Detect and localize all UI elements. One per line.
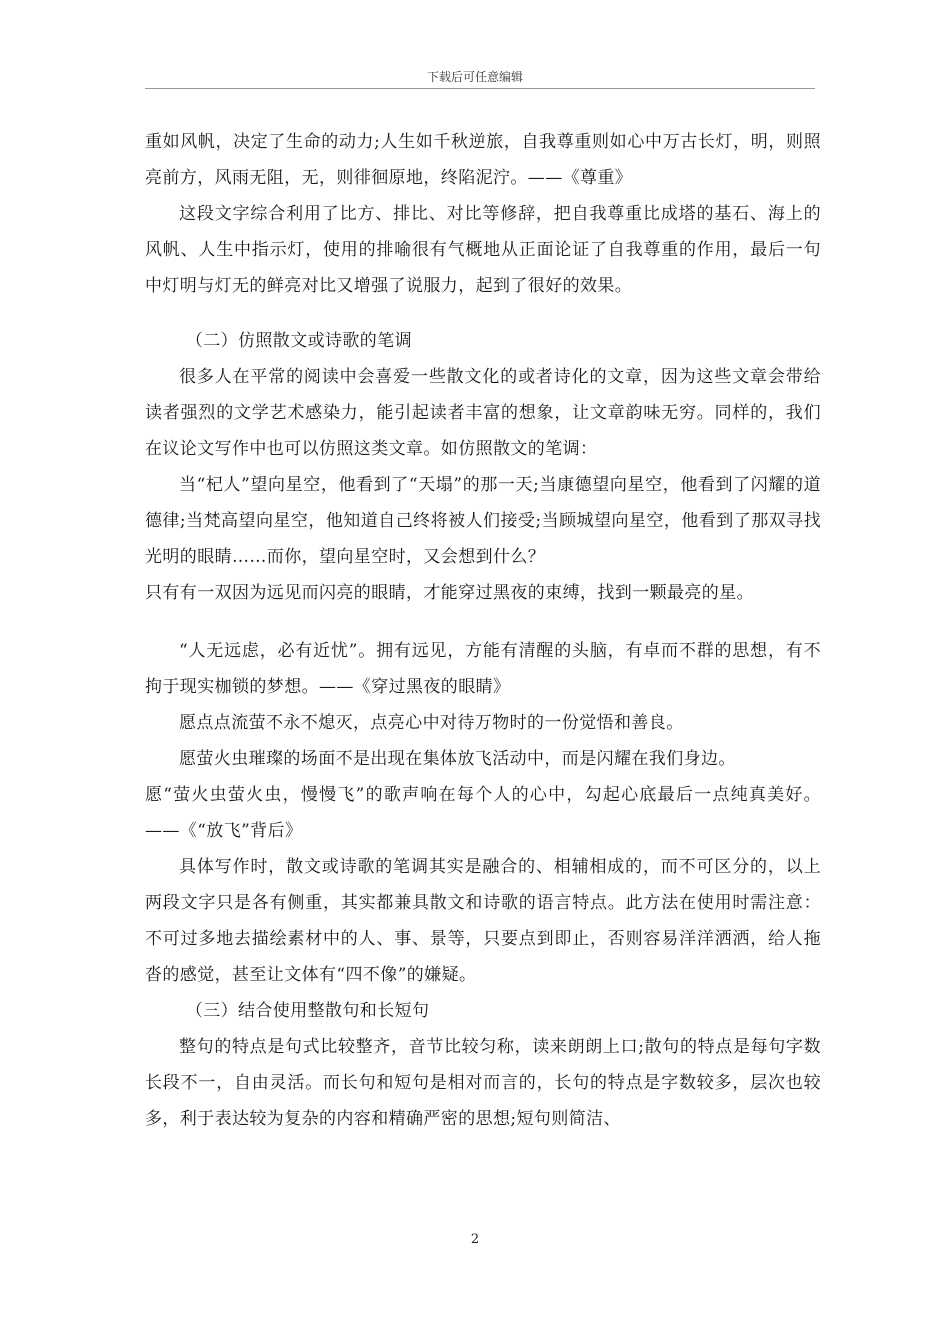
paragraph-firefly-2: 愿萤火虫璀璨的场面不是出现在集体放飞活动中，而是闪耀在我们身边。 [179, 749, 736, 769]
paragraph-firefly-3: 愿“萤火虫萤火虫，慢慢飞”的歌声响在每个人的心中，勾起心底最后一点纯真美好。——《“放飞”背后》 [145, 785, 821, 841]
section-heading-2: （二）仿照散文或诗歌的笔调 [185, 331, 412, 351]
paragraph-firefly-1: 愿点点流萤不永不熄灭，点亮心中对待万物时的一份觉悟和善良。 [179, 713, 684, 733]
paragraph-analysis: 这段文字综合利用了比方、排比、对比等修辞，把自我尊重比成塔的基石、海上的风帆、人生中指示灯，使用的排喻很有气概地从正面论证了自我尊重的作用，最后一句中灯明与灯无的鲜亮对比又增强了说服力，起到了很好的效果。 [145, 204, 821, 296]
page-header: 下载后可任意编辑 [426, 70, 523, 84]
header-divider [145, 88, 815, 89]
paragraph-starry-sky: 当“杞人”望向星空，他看到了“天塌”的那一天;当康德望向星空，他看到了闪耀的道德律;当梵高望向星空，他知道自己终将被人们接受;当顾城望向星空，他看到了那双寻找光明的眼睛……而你，望向星空时，又会想到什么？ [145, 475, 821, 567]
section-heading-3: （三）结合使用整散句和长短句 [185, 1001, 430, 1021]
paragraph-quote-respect-continued: 重如风帆，决定了生命的动力;人生如千秋逆旅，自我尊重则如心中万古长灯，明，则照亮前方，风雨无阻，无，则徘徊原地，终陷泥泞。——《尊重》 [145, 132, 821, 188]
paragraph-prose-intro: 很多人在平常的阅读中会喜爱一些散文化的或者诗化的文章，因为这些文章会带给读者强烈的文学艺术感染力，能引起读者丰富的想象，让文章韵味无穷。同样的，我们在议论文写作中也可以仿照这类文章。如仿照散文的笔调： [145, 367, 821, 459]
paragraph-writing-advice: 具体写作时，散文或诗歌的笔调其实是融合的、相辅相成的，而不可区分的，以上两段文字只是各有侧重，其实都兼具散文和诗歌的语言特点。此方法在使用时需注意：不可过多地去描绘素材中的人、事、景等，只要点到即止，否则容易洋洋洒洒，给人拖沓的感觉，甚至让文体有“四不像”的嫌疑。 [145, 857, 821, 985]
page-number: 2 [470, 1232, 480, 1247]
document-body [145, 124, 821, 1137]
paragraph-bright-eyes: 只有有一双因为远见而闪亮的眼睛，才能穿过黑夜的束缚，找到一颗最亮的星。 [145, 583, 754, 603]
paragraph-sentence-types: 整句的特点是句式比较整齐，音节比较匀称，读来朗朗上口;散句的特点是每句字数长段不一，自由灵活。而长句和短句是相对而言的，长句的特点是字数较多，层次也较多，利于表达较为复杂的内容和精确严密的思想;短句则简洁、 [145, 1037, 821, 1129]
paragraph-foresight-quote: “人无远虑，必有近忧”。拥有远见，方能有清醒的头脑，有卓而不群的思想，有不拘于现实枷锁的梦想。——《穿过黑夜的眼睛》 [145, 641, 821, 697]
